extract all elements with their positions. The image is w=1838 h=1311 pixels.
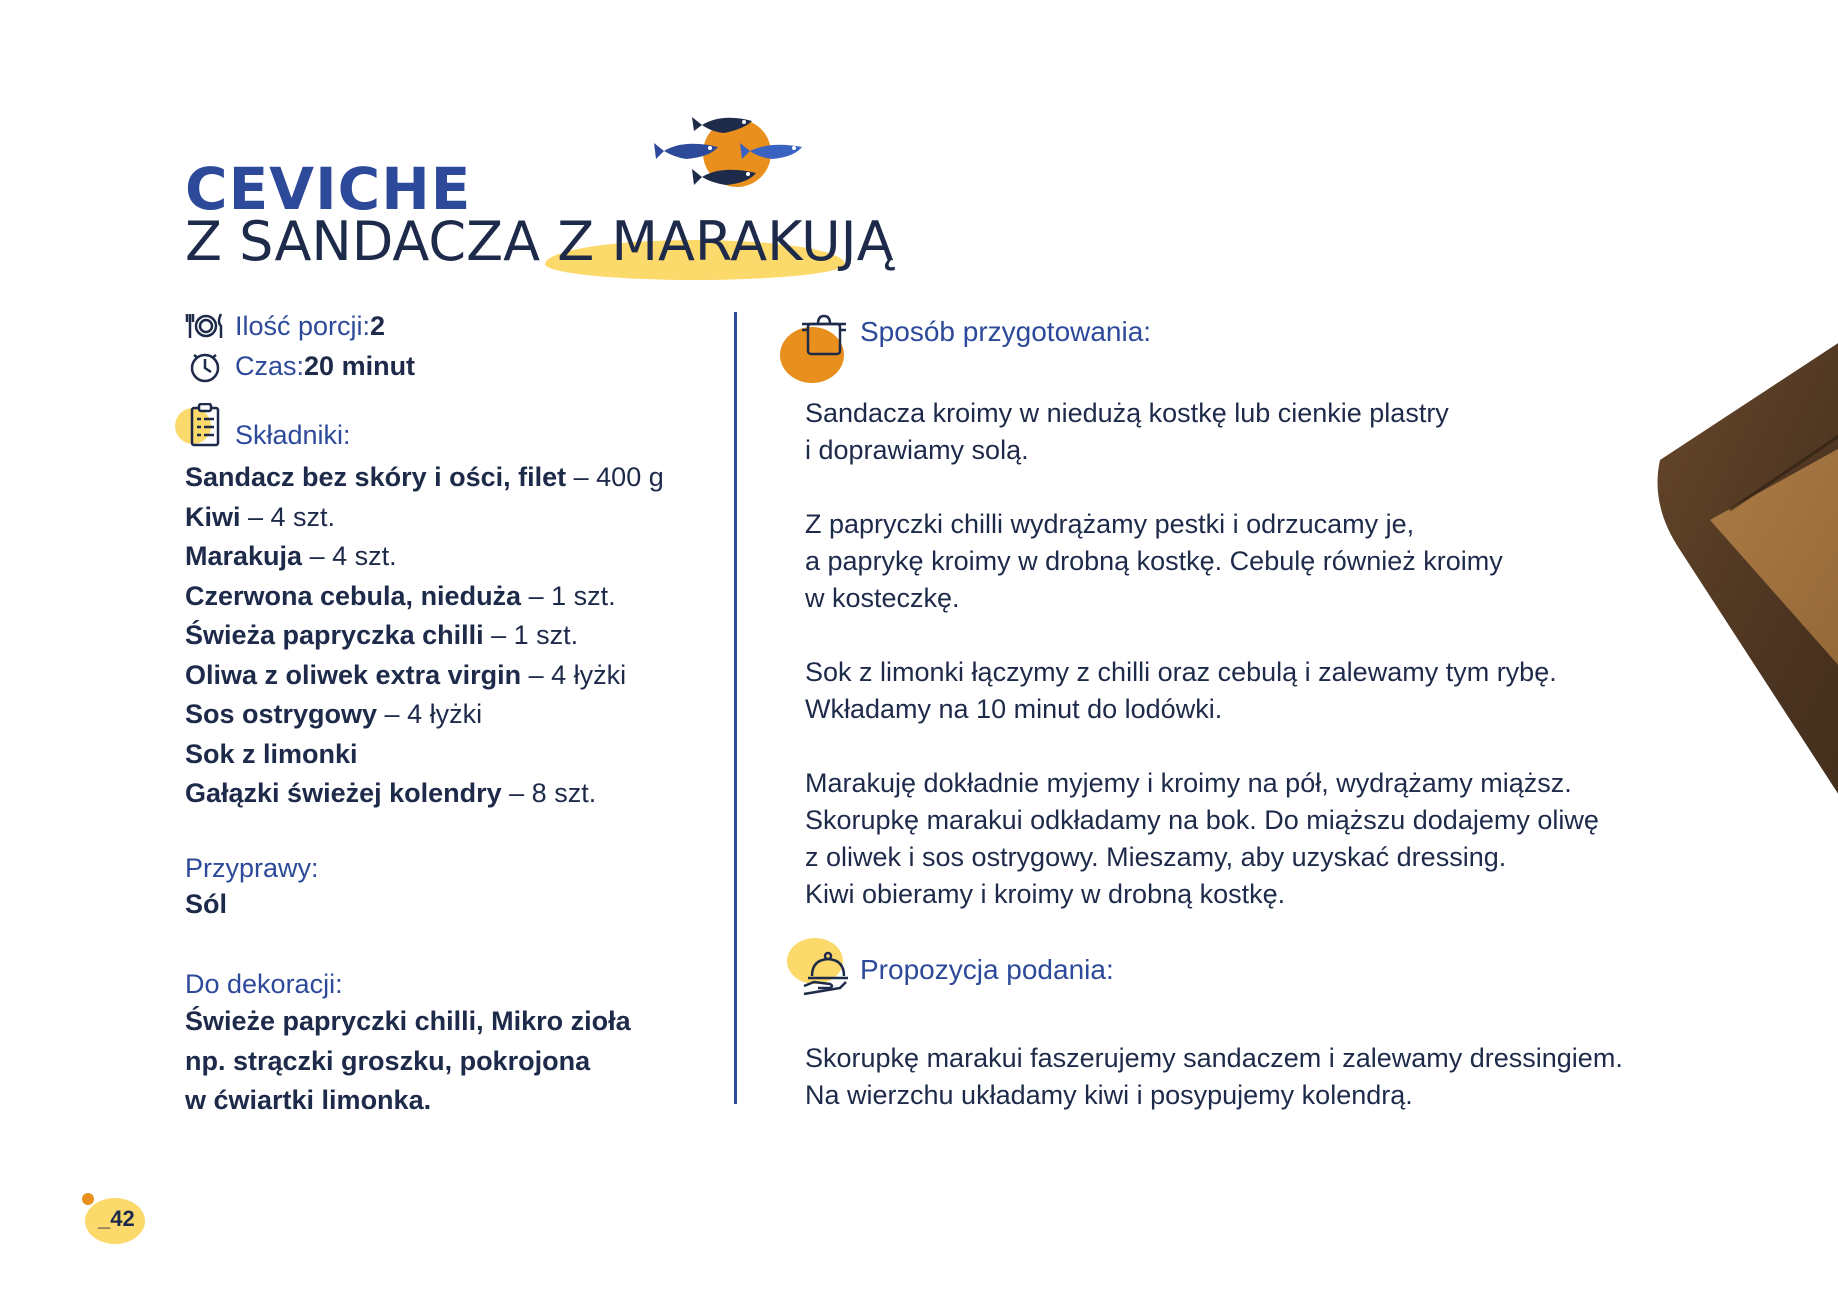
ingredient-qty: – 4 szt. [302, 541, 397, 571]
ingredient-name: Sandacz bez skóry i ości, filet [185, 462, 567, 492]
decoration-line: np. strączki groszku, pokrojona [185, 1045, 591, 1076]
spices-heading: Przyprawy: [185, 853, 319, 883]
ingredient-name: Gałązki świeżej kolendry [185, 778, 502, 808]
ingredient-name: Kiwi [185, 501, 241, 532]
clipboard-icon [190, 403, 220, 447]
decoration-text [185, 1002, 631, 1121]
recipe-title: CEVICHE [185, 155, 472, 223]
ingredient-name: Sos ostrygowy [185, 699, 378, 729]
ingredients-list [185, 458, 664, 814]
preparation-steps [805, 395, 1685, 950]
ingredient-name: Oliwa z oliwek extra virgin [185, 659, 522, 690]
ingredient-name: Świeża papryczka chilli [185, 620, 484, 650]
ingredient-item [185, 498, 664, 538]
time-value: 20 minut [304, 350, 416, 381]
ingredient-item [185, 735, 664, 775]
ingredient-name: Sok z limonki [185, 738, 358, 769]
decoration-line: Świeże papryczki chilli, Mikro zioła [185, 1006, 631, 1036]
ingredient-item [185, 616, 664, 656]
ingredient-qty: – 4 łyżki [377, 699, 483, 729]
recipe-subtitle [185, 210, 894, 273]
ingredient-item [185, 656, 664, 696]
spices-value: Sól [185, 889, 228, 919]
step-paragraph: Marakuję dokładnie myjemy i kroimy na pół, wydrążamy miąższ. Skorupkę marakui odkładamy na bok. Do miąższu dodajemy oliwę z oliwek i sos ostrygowy. Mieszamy, aby uzyskać dressing. Kiwi obieramy i kroimy w drobną kostkę. [805, 768, 1599, 909]
subtitle-highlight: MARAKUJĄ [611, 210, 894, 273]
ingredient-item [185, 695, 664, 735]
clock-icon [185, 348, 225, 384]
decoration-line: w ćwiartki limonka. [185, 1085, 432, 1115]
portions-label: Ilość porcji: [235, 310, 371, 341]
ingredient-qty: – 1 szt. [483, 620, 579, 650]
ingredient-qty: – 4 łyżki [521, 659, 627, 690]
ingredient-qty: – 8 szt. [501, 778, 597, 808]
preparation-heading: Sposób przygotowania: [860, 316, 1152, 347]
plate-cutlery-icon [185, 308, 225, 344]
time-row [185, 348, 415, 384]
step-paragraph: Sandacza kroimy w niedużą kostkę lub cienkie plastry i doprawiamy solą. [805, 398, 1449, 465]
subtitle-prefix: Z SANDACZA Z [185, 210, 612, 273]
portions-row [185, 308, 385, 344]
fish-illustration [652, 105, 822, 195]
serving-heading: Propozycja podania: [860, 954, 1114, 985]
ingredient-item [185, 577, 664, 617]
ingredient-name: Marakuja [185, 541, 303, 571]
ingredients-heading: Składniki: [235, 420, 351, 450]
step-paragraph: Z papryczki chilli wydrążamy pestki i odrzucamy je, a paprykę kroimy w drobną kostkę. Cebulę również kroimy w kosteczkę. [805, 509, 1503, 613]
portions-value: 2 [370, 310, 386, 341]
serving-text: Skorupkę marakui faszerujemy sandaczem i zalewamy dressingiem. Na wierzchu układamy kiwi i posypujemy kolendrą. [805, 1043, 1623, 1110]
ingredient-qty: – 4 szt. [240, 501, 336, 532]
column-divider [734, 312, 737, 1104]
step-paragraph: Sok z limonki łączymy z chilli oraz cebulą i zalewamy tym rybę. Wkładamy na 10 minut do lodówki. [805, 657, 1557, 724]
ingredient-name: Czerwona cebula, nieduża [185, 580, 522, 611]
page-number: _42 [98, 1206, 135, 1231]
ingredient-item [185, 774, 664, 814]
ingredient-qty: – 400 g [566, 462, 664, 492]
page-number-dot [82, 1193, 94, 1205]
time-label: Czas: [235, 350, 305, 381]
cooking-pot-icon [800, 312, 848, 360]
serving-cloche-icon [800, 948, 850, 998]
ingredient-item [185, 458, 664, 498]
ingredient-item [185, 537, 664, 577]
decoration-heading: Do dekoracji: [185, 969, 343, 999]
ingredient-qty: – 1 szt. [521, 580, 616, 611]
